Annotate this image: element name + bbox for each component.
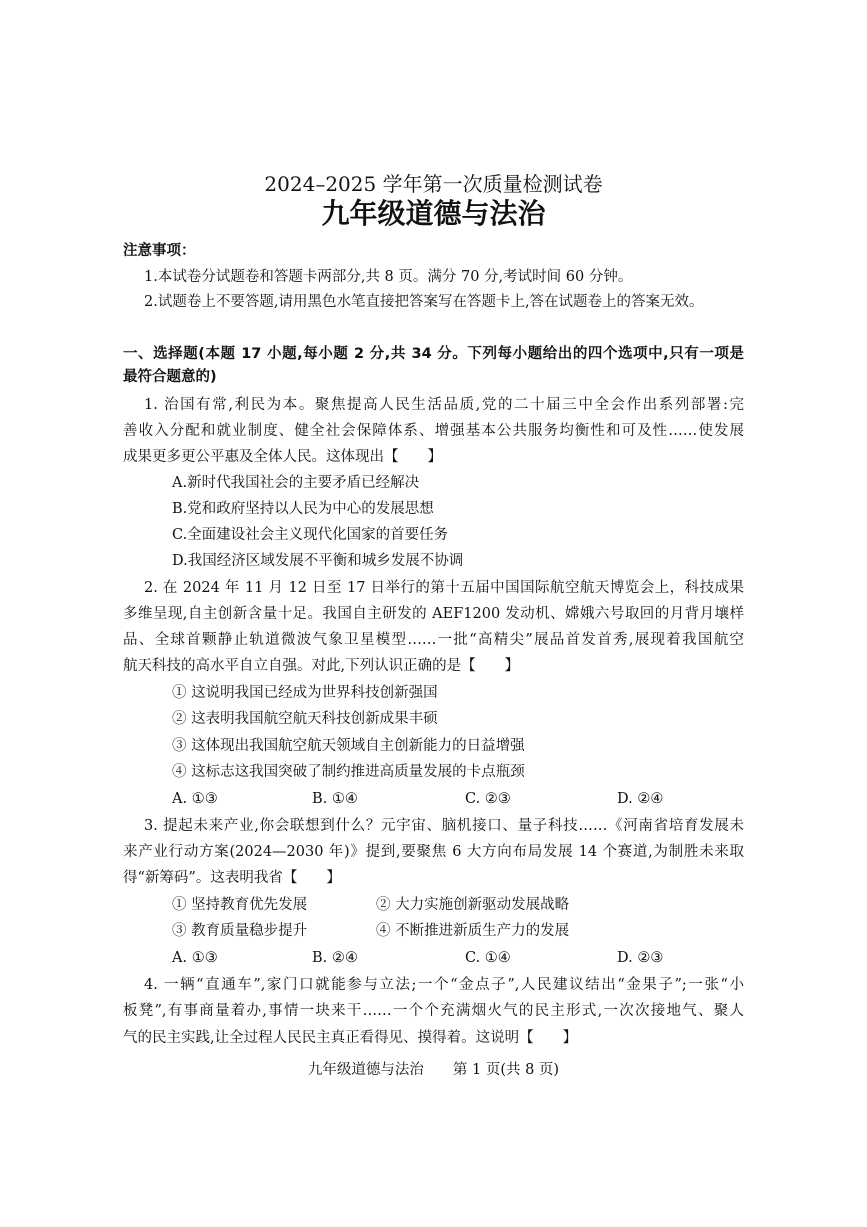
question-3-text: 来产业行动方案(2024—2030 年)》提到,要聚焦 6 大方向布局发展 14 个赛道,为制胜未来取 <box>123 844 744 860</box>
question-4-text: 板凳”,有事商量着办,事情一块来干……一个个充满烟火气的民主形式,一次次接地气、聚人 <box>123 1003 744 1019</box>
page-footer: 九年级道德与法治 第 1 页(共 8 页) <box>307 1062 560 1078</box>
subject-title: 九年级道德与法治 <box>321 197 546 230</box>
question-3-statement: ② 大力实施创新驱动发展战略 <box>376 897 570 913</box>
question-1-option-a: A.新时代我国社会的主要矛盾已经解决 <box>172 475 420 491</box>
question-3-statement: ③ 教育质量稳步提升 <box>172 923 308 939</box>
question-2-choice-d: D. ②④ <box>617 791 664 807</box>
question-1-option-c: C.全面建设社会主义现代化国家的首要任务 <box>172 527 449 543</box>
notice-item-1: 1.本试卷分试题卷和答题卡两部分,共 8 页。满分 70 分,考试时间 60 分钟。 <box>144 269 633 285</box>
question-3-text: 得“新筹码”。这表明我省【 】 <box>123 870 341 886</box>
question-3-choice-d: D. ②③ <box>617 950 664 966</box>
question-3-statement: ④ 不断推进新质生产力的发展 <box>376 923 570 939</box>
question-3-choice-c: C. ①④ <box>465 950 511 966</box>
question-1-option-b: B.党和政府坚持以人民为中心的发展思想 <box>172 501 434 517</box>
question-2-choice-a: A. ①③ <box>172 791 218 807</box>
question-4-text: 4. 一辆“直通车”,家门口就能参与立法;一个“金点子”,人民建议结出“金果子”;一张“小 <box>144 977 744 993</box>
section-heading: 一、选择题(本题 17 小题,每小题 2 分,共 34 分。下列每小题给出的四个选项中,只有一项是 <box>123 346 744 362</box>
question-2-statement: ① 这说明我国已经成为世界科技创新强国 <box>172 685 438 701</box>
question-1-text: 成果更多更公平惠及全体人民。这体现出【 】 <box>123 449 442 465</box>
notice-item-2: 2.试题卷上不要答题,请用黑色水笔直接把答案写在答题卡上,答在试题卷上的答案无效。 <box>144 294 704 310</box>
question-3-text: 3. 提起未来产业,你会联想到什么？元宇宙、脑机接口、量子科技……《河南省培育发展未 <box>144 818 744 834</box>
question-2-text: 品、全球首颗静止轨道微波气象卫星模型……一批“高精尖”展品首发首秀,展现着我国航空 <box>123 632 744 648</box>
question-1-text: 1. 治国有常,利民为本。聚焦提高人民生活品质,党的二十届三中全会作出系列部署:完 <box>144 397 744 413</box>
section-heading-cont: 最符合题意的) <box>123 369 217 385</box>
question-2-choice-c: C. ②③ <box>465 791 511 807</box>
question-2-text: 多维呈现,自主创新含量十足。我国自主研发的 AEF1200 发动机、嫦娥六号取回的月背月壤样 <box>123 606 744 622</box>
question-2-statement: ② 这表明我国航空航天科技创新成果丰硕 <box>172 711 438 727</box>
question-2-choice-b: B. ①④ <box>312 791 358 807</box>
question-4-text: 气的民主实践,让全过程人民民主真正看得见、摸得着。这说明【 】 <box>123 1030 578 1046</box>
question-1-text: 善收入分配和就业制度、健全社会保障体系、增强基本公共服务均衡性和可及性……使发展 <box>123 423 744 439</box>
question-2-text: 2. 在 2024 年 11 月 12 日至 17 日举行的第十五届中国国际航空航天博览会上，科技成果 <box>144 580 744 596</box>
question-3-statement: ① 坚持教育优先发展 <box>172 897 308 913</box>
question-3-choice-b: B. ②④ <box>312 950 358 966</box>
question-2-text: 航天科技的高水平自立自强。对此,下列认识正确的是【 】 <box>123 658 520 674</box>
notice-heading: 注意事项： <box>123 243 196 259</box>
question-3-choice-a: A. ①③ <box>172 950 218 966</box>
question-2-statement: ③ 这体现出我国航空航天领域自主创新能力的日益增强 <box>172 738 525 754</box>
question-2-statement: ④ 这标志这我国突破了制约推进高质量发展的卡点瓶颈 <box>172 764 525 780</box>
exam-title: 2024–2025 学年第一次质量检测试卷 <box>264 172 603 196</box>
question-1-option-d: D.我国经济区域发展不平衡和城乡发展不协调 <box>172 553 464 569</box>
